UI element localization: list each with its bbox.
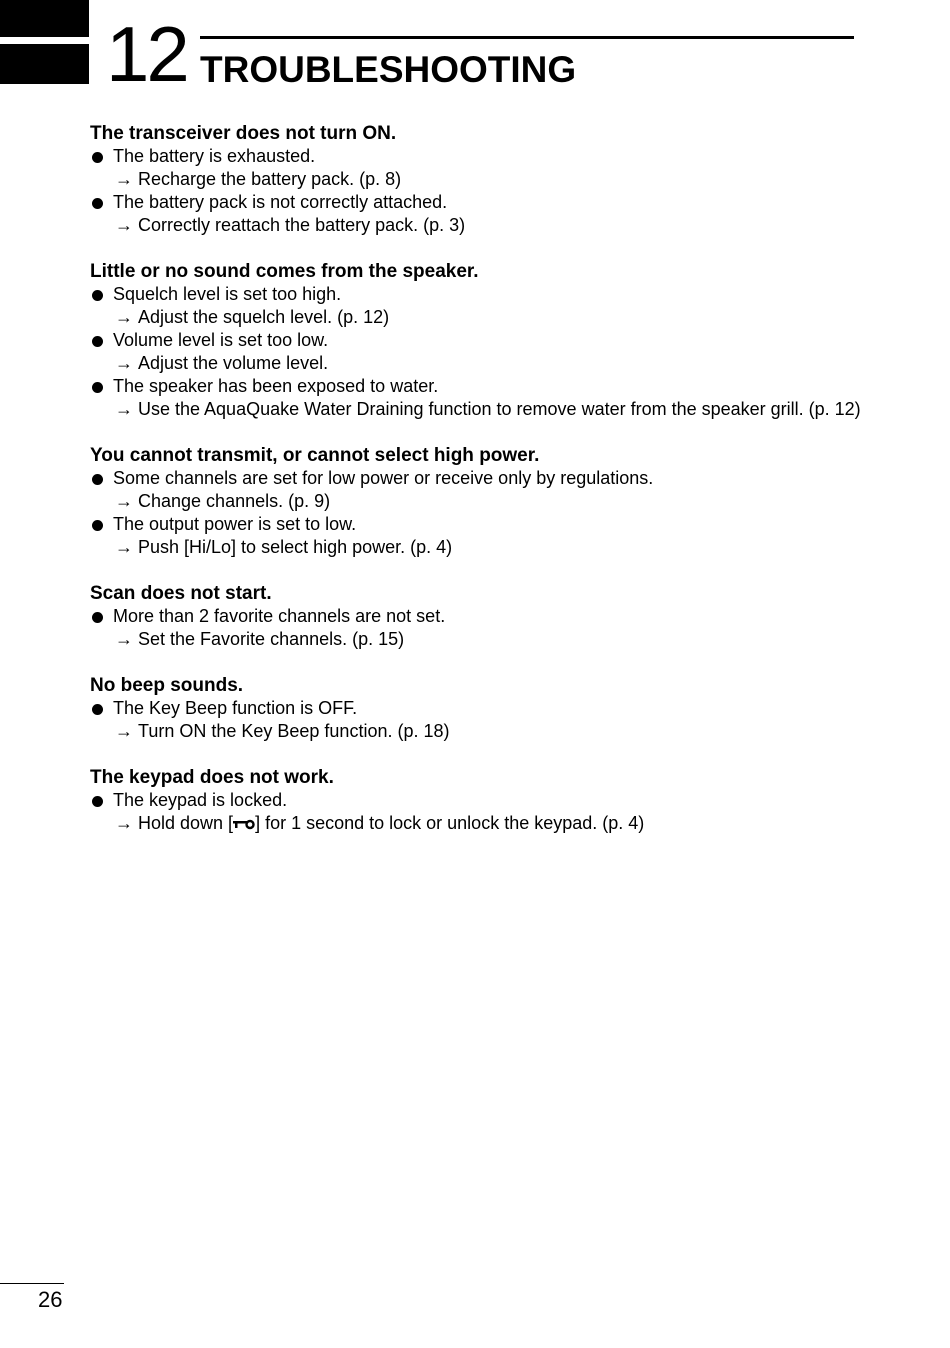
problem-text: The Key Beep function is OFF.	[113, 698, 358, 718]
problem-text: Squelch level is set too high.	[113, 284, 342, 304]
section-no-transmit	[90, 444, 870, 559]
bullet-icon	[92, 704, 103, 715]
section-no-power	[90, 122, 870, 237]
arrow-icon: →	[115, 307, 133, 327]
chapter-title: TROUBLESHOOTING	[200, 49, 577, 90]
arrow-icon: →	[115, 721, 133, 741]
arrow-icon: →	[115, 491, 133, 511]
issue-item	[90, 789, 870, 835]
remedy-line	[90, 306, 870, 329]
remedy-text: Push [Hi/Lo] to select high power. (p. 4)	[138, 537, 453, 557]
page-number: 26	[38, 1287, 63, 1312]
section-heading: Scan does not start.	[90, 583, 272, 604]
key-icon	[233, 817, 255, 831]
arrow-icon: →	[115, 813, 133, 833]
remedy-text-after: ] for 1 second to lock or unlock the keypad. (p. 4)	[255, 813, 645, 833]
bullet-icon	[92, 520, 103, 531]
troubleshooting-content	[90, 122, 870, 858]
issue-item	[90, 145, 870, 191]
arrow-icon: →	[115, 537, 133, 557]
chapter-rule	[200, 36, 854, 39]
issue-item	[90, 375, 870, 421]
problem-text: The keypad is locked.	[113, 790, 288, 810]
remedy-line	[90, 812, 870, 835]
problem-text: More than 2 favorite channels are not set.	[113, 606, 446, 626]
chapter-number: 12	[106, 10, 187, 98]
bullet-icon	[92, 612, 103, 623]
section-heading: No beep sounds.	[90, 675, 244, 696]
issue-item	[90, 283, 870, 329]
issue-item	[90, 329, 870, 375]
remedy-text: Correctly reattach the battery pack. (p. 3)	[138, 215, 466, 235]
issue-item	[90, 605, 870, 651]
bullet-icon	[92, 152, 103, 163]
arrow-icon: →	[115, 399, 133, 419]
chapter-tab-top	[0, 0, 89, 37]
issue-item	[90, 191, 870, 237]
remedy-text: Use the AquaQuake Water Draining function to remove water from the speaker grill. (p. 12)	[138, 399, 861, 419]
remedy-line	[90, 214, 870, 237]
problem-text: The speaker has been exposed to water.	[113, 376, 439, 396]
problem-text: Volume level is set too low.	[113, 330, 329, 350]
remedy-line	[90, 536, 870, 559]
arrow-icon: →	[115, 353, 133, 373]
remedy-text: Turn ON the Key Beep function. (p. 18)	[138, 721, 450, 741]
remedy-line	[90, 490, 870, 513]
issue-item	[90, 513, 870, 559]
section-heading: The keypad does not work.	[90, 767, 334, 788]
bullet-icon	[92, 336, 103, 347]
remedy-text: Adjust the squelch level. (p. 12)	[138, 307, 390, 327]
remedy-line	[90, 720, 870, 743]
footer-rule	[0, 1283, 64, 1284]
section-no-sound	[90, 260, 870, 421]
remedy-text: Adjust the volume level.	[138, 353, 329, 373]
problem-text: Some channels are set for low power or receive only by regulations.	[113, 468, 654, 488]
problem-text: The output power is set to low.	[113, 514, 357, 534]
arrow-icon: →	[115, 629, 133, 649]
bullet-icon	[92, 382, 103, 393]
remedy-line	[90, 352, 870, 375]
section-scan	[90, 582, 870, 651]
remedy-line	[90, 398, 870, 421]
bullet-icon	[92, 796, 103, 807]
arrow-icon: →	[115, 215, 133, 235]
remedy-text: Set the Favorite channels. (p. 15)	[138, 629, 405, 649]
section-keypad	[90, 766, 870, 835]
remedy-text: Change channels. (p. 9)	[138, 491, 331, 511]
remedy-text-before: Hold down [	[138, 813, 234, 833]
problem-text: The battery pack is not correctly attached.	[113, 192, 448, 212]
bullet-icon	[92, 198, 103, 209]
bullet-icon	[92, 474, 103, 485]
remedy-text: Recharge the battery pack. (p. 8)	[138, 169, 402, 189]
remedy-line	[90, 628, 870, 651]
section-heading: Little or no sound comes from the speaker.	[90, 261, 479, 282]
section-heading: You cannot transmit, or cannot select high power.	[90, 445, 540, 466]
issue-item	[90, 467, 870, 513]
remedy-line	[90, 168, 870, 191]
problem-text: The battery is exhausted.	[113, 146, 316, 166]
issue-item	[90, 697, 870, 743]
section-heading: The transceiver does not turn ON.	[90, 123, 397, 144]
chapter-tab-bottom	[0, 44, 89, 84]
arrow-icon: →	[115, 169, 133, 189]
bullet-icon	[92, 290, 103, 301]
section-beep	[90, 674, 870, 743]
